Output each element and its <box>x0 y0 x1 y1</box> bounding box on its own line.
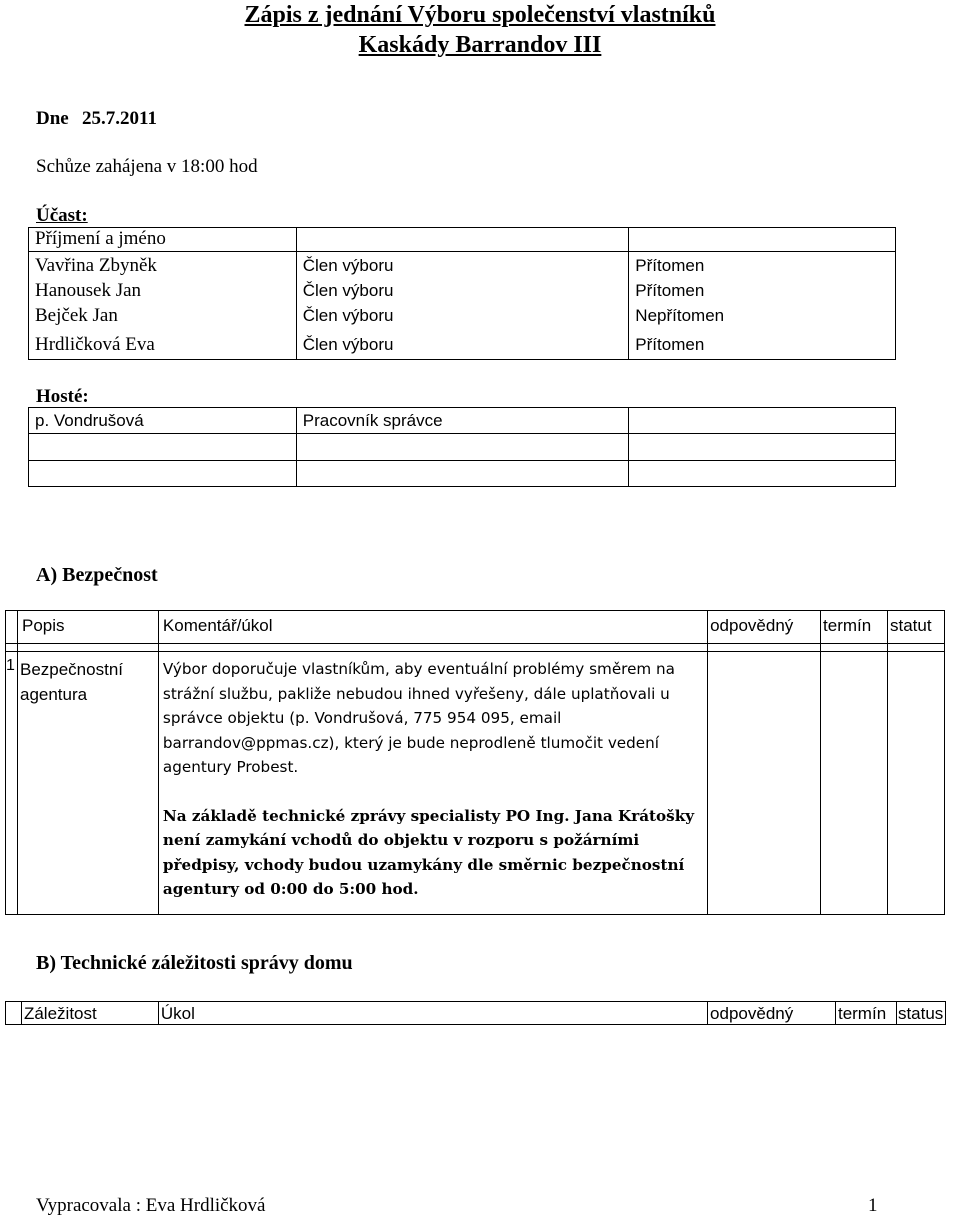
date-value: 25.7.2011 <box>82 108 157 129</box>
guest-status <box>629 461 896 487</box>
guests-heading: Hosté: <box>36 386 89 407</box>
row-komentar-bold: Na základě technické zprávy specialisty PO Ing. Jana Krátošky není zamykání vchodů do objektu v rozporu s požárními předpisy, vchody budou uzamykány dle směrnic bezpečnostní agentury od 0:00 do 5:00 hod. <box>162 806 695 898</box>
attendance-heading: Účast: <box>36 205 88 226</box>
date-label: Dne <box>36 108 69 129</box>
document-subtitle: Kaskády Barrandov III <box>358 32 602 58</box>
attendee-name: Vavřina Zbyněk <box>35 255 157 276</box>
section-a-heading: A) Bezpečnost <box>36 564 158 586</box>
guest-role: Pracovník správce <box>296 408 629 434</box>
attendance-table <box>28 227 896 360</box>
section-a-header-row <box>6 611 945 644</box>
header-statut: statut <box>887 611 944 644</box>
guests-table <box>28 407 896 487</box>
attendee-name: Hanousek Jan <box>35 280 142 301</box>
attendee-role: Člen výboru <box>302 306 394 325</box>
row-num: 1 <box>6 652 18 915</box>
header-termin: termín <box>835 1002 896 1025</box>
attendee-name: Bejček Jan <box>35 305 118 326</box>
row-komentar-cell <box>158 652 707 915</box>
section-b-table <box>5 1001 946 1025</box>
section-a-row <box>6 652 945 915</box>
attendee-status: Přítomen <box>635 281 705 300</box>
attendee-role: Člen výboru <box>302 256 394 275</box>
row-termin <box>821 652 888 915</box>
attendee-status: Přítomen <box>635 335 705 354</box>
row-komentar: Výbor doporučuje vlastníkům, aby eventuální problémy směrem na strážní službu, pakliže nebudou ihned vyřešeny, dále uplatňovali u správce objektu (p. Vondrušová, 775 954 095, email barrandov@ppmas.cz), který je bude neprodleně tlumočit vedení agentury Probest. <box>162 660 675 776</box>
attendee-role: Člen výboru <box>302 281 394 300</box>
header-komentar: Komentář/úkol <box>158 611 707 644</box>
attendance-header-name: Příjmení a jméno <box>29 228 297 252</box>
header-num <box>6 611 18 644</box>
guest-row <box>29 461 896 487</box>
guest-row <box>29 408 896 434</box>
section-b-heading: B) Technické záležitosti správy domu <box>36 952 353 974</box>
guest-role <box>296 434 629 461</box>
footer-author: Vypracovala : Eva Hrdličková <box>36 1195 266 1216</box>
guest-name: p. Vondrušová <box>29 408 297 434</box>
guest-name <box>29 434 297 461</box>
header-num <box>6 1002 22 1025</box>
guest-name <box>29 461 297 487</box>
header-status: status <box>896 1002 945 1025</box>
attendee-name: Hrdličková Eva <box>35 334 155 355</box>
header-odpovedny: odpovědný <box>708 611 821 644</box>
row-popis: Bezpečnostní agentura <box>17 652 158 915</box>
attendance-rows <box>29 252 896 360</box>
header-termin: termín <box>821 611 888 644</box>
meeting-opened: Schůze zahájena v 18:00 hod <box>36 156 258 177</box>
guest-status <box>629 434 896 461</box>
row-odpovedny <box>708 652 821 915</box>
row-statut <box>887 652 944 915</box>
attendee-status: Přítomen <box>635 256 705 275</box>
section-a-table <box>5 610 945 915</box>
attendance-header-row <box>29 228 896 252</box>
page-number: 1 <box>868 1195 878 1216</box>
header-odpovedny: odpovědný <box>708 1002 836 1025</box>
document-title: Zápis z jednání Výboru společenství vlastníků <box>244 2 716 28</box>
guest-status <box>629 408 896 434</box>
guest-row <box>29 434 896 461</box>
guest-role <box>296 461 629 487</box>
header-zalezitost: Záležitost <box>21 1002 158 1025</box>
header-ukol: Úkol <box>158 1002 707 1025</box>
header-popis: Popis <box>17 611 158 644</box>
section-b-header-row <box>6 1002 946 1025</box>
attendee-role: Člen výboru <box>302 335 394 354</box>
attendee-status: Nepřítomen <box>635 306 725 325</box>
